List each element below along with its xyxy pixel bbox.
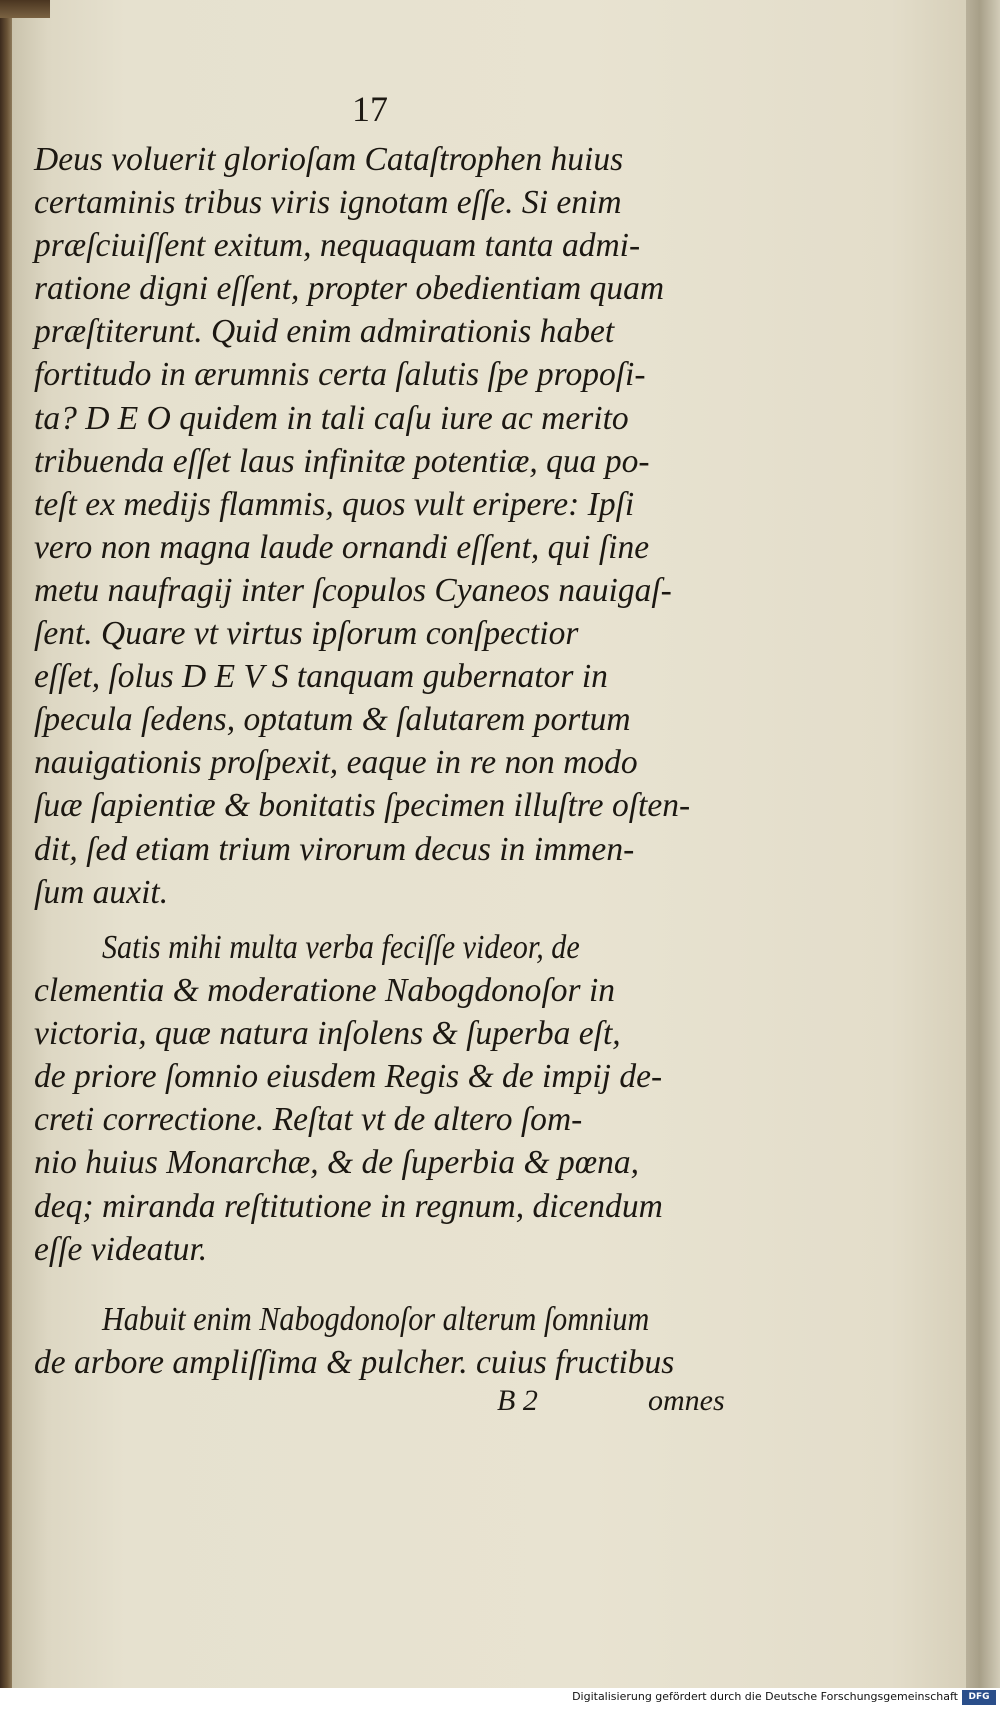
text-line: ſum auxit.: [34, 873, 169, 911]
text-line: ta? D E O quidem in tali caſu iure ac merito: [34, 399, 629, 437]
text-line: certaminis tribus viris ignotam eſſe. Si enim: [34, 184, 622, 222]
text-line: dit, ſed etiam trium virorum decus in immen-: [34, 830, 635, 868]
text-line: clementia & moderatione Nabogdonoſor in: [34, 972, 616, 1010]
binding-corner: [0, 0, 50, 18]
text-line: de arbore ampliſſima & pulcher. cuius fructibus: [34, 1344, 675, 1382]
text-line: victoria, quæ natura inſolens & ſuperba eſt,: [34, 1015, 621, 1053]
text-line: præſciuiſſent exitum, nequaquam tanta admi-: [34, 227, 641, 265]
text-line: creti correctione. Reſtat vt de altero ſom-: [34, 1101, 583, 1139]
text-line: tribuenda eſſet laus infinitæ potentiæ, qua po-: [34, 442, 650, 480]
signature-mark: B 2: [497, 1384, 538, 1417]
text-line: ratione digni eſſent, propter obedientiam quam: [34, 270, 665, 308]
text-line: eſſet, ſolus D E V S tanquam gubernator in: [34, 658, 608, 696]
paragraph-2: [34, 926, 734, 1271]
text-line: metu naufragij inter ſcopulos Cyaneos nauigaſ-: [34, 571, 672, 609]
page-number: 17: [352, 89, 388, 129]
text-line: eſſe videatur.: [34, 1230, 208, 1268]
text-line: de priore ſomnio eiusdem Regis & de impij de-: [34, 1058, 663, 1096]
page-edge: [966, 0, 1000, 1688]
text-line: ſpecula ſedens, optatum & ſalutarem portum: [34, 701, 631, 739]
paragraph-1: [34, 138, 734, 914]
catchword: omnes: [648, 1384, 725, 1417]
digitization-credit: Digitalisierung gefördert durch die Deutsche Forschungsgemeinschaft: [572, 1690, 958, 1703]
text-line: nauigationis proſpexit, eaque in re non modo: [34, 744, 638, 782]
dfg-logo: DFG: [962, 1690, 996, 1705]
text-line: nio huius Monarchæ, & de ſuperbia & pœna,: [34, 1144, 639, 1182]
text-line: Habuit enim Nabogdonoſor alterum ſomnium: [102, 1301, 650, 1338]
text-line: præſtiterunt. Quid enim admirationis habet: [34, 313, 615, 351]
text-line: Deus voluerit glorioſam Cataſtrophen huius: [34, 141, 624, 178]
paragraph-3: [34, 1298, 734, 1384]
text-line: deq; miranda reſtitutione in regnum, dicendum: [34, 1187, 663, 1225]
text-line: teſt ex medijs flammis, quos vult eripere: Ipſi: [34, 485, 635, 523]
text-line: fortitudo in ærumnis certa ſalutis ſpe propoſi-: [34, 356, 646, 394]
footer-bar: [0, 1688, 1000, 1709]
text-line: vero non magna laude ornandi eſſent, qui ſine: [34, 528, 650, 566]
text-line: Satis mihi multa verba feciſſe videor, de: [102, 929, 580, 966]
text-line: ſuæ ſapientiæ & bonitatis ſpecimen illuſtre oſten-: [34, 787, 691, 825]
text-line: ſent. Quare vt virtus ipſorum conſpectior: [34, 615, 579, 653]
book-spine: [0, 0, 12, 1688]
